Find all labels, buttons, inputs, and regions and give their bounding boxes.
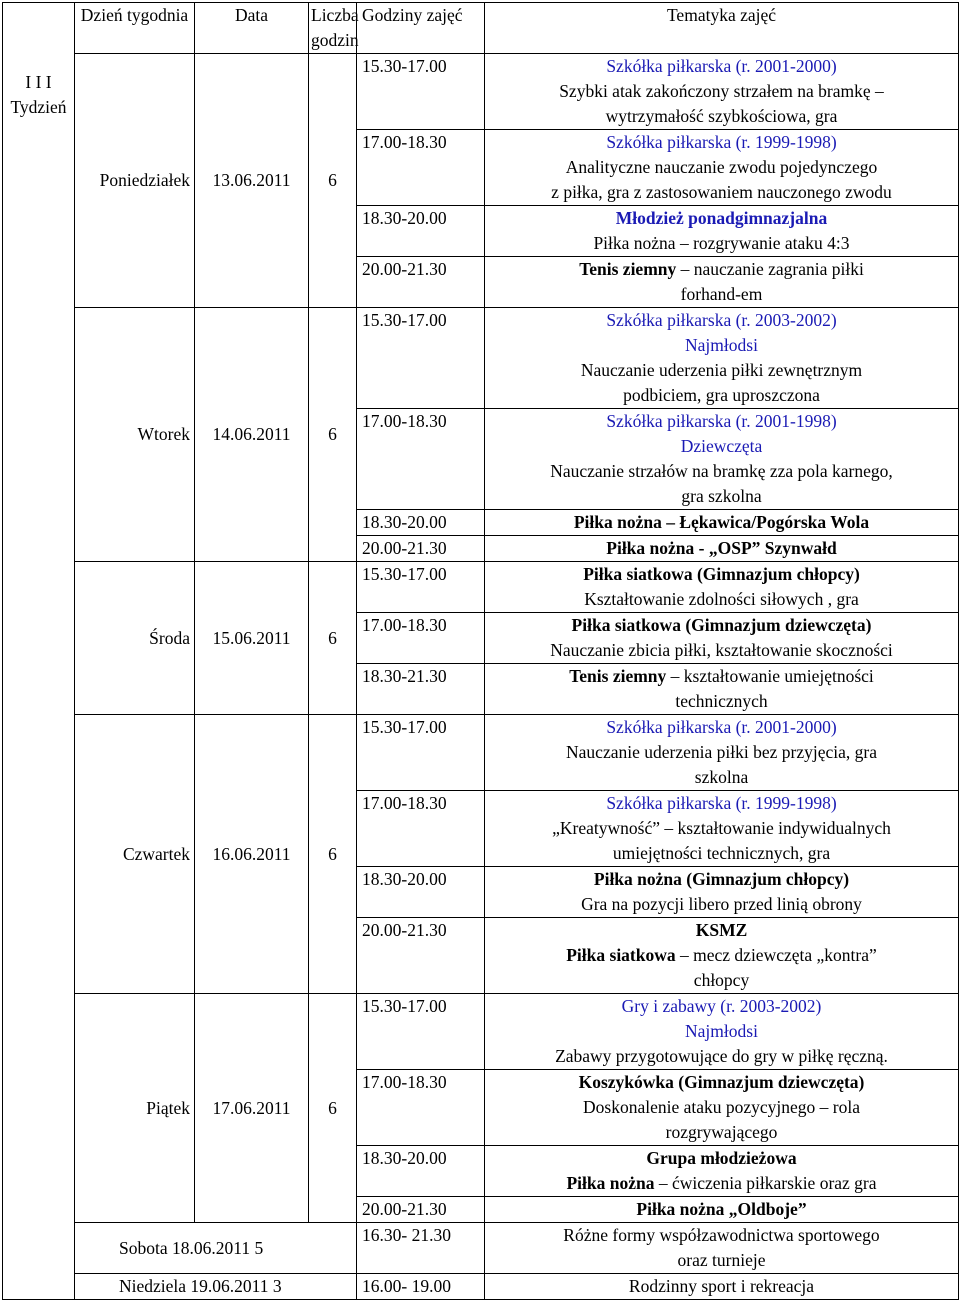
session-topic [485,1146,959,1197]
session-topic [485,510,959,536]
topic-text: Najmłodsi [685,1021,758,1041]
session-topic [485,1223,959,1274]
topic-text: Doskonalenie ataku pozycyjnego – rola [583,1097,860,1117]
topic-line [487,358,956,383]
session-time: 20.00-21.30 [357,536,485,562]
day-name: Czwartek [75,715,195,994]
topic-text: Szkółka piłkarska (r. 2001-2000) [606,56,837,76]
day-date: 18.06.2011 [172,1237,251,1258]
header-hours [309,3,357,54]
day-hours: 6 [309,54,357,308]
topic-line [487,1171,956,1196]
header-row [3,3,959,54]
session-time: 18.30-20.00 [357,510,485,536]
session-time: 15.30-17.00 [357,715,485,791]
session-topic [485,1070,959,1146]
session-row [3,715,959,791]
topic-line [487,892,956,917]
topic-line [487,715,956,740]
day-name: Wtorek [75,308,195,562]
topic-line [487,130,956,155]
topic-line [487,1095,956,1120]
header-hours-line1: Liczba [311,5,359,25]
session-topic [485,994,959,1070]
topic-text: Szybki atak zakończony strzałem na bramkę – [559,81,884,101]
topic-text: gra szkolna [681,486,762,506]
session-topic [485,791,959,867]
header-day: Dzień tygodnia [75,3,195,54]
topic-text: „Kreatywność” – kształtowanie indywidualnych [552,818,891,838]
weekend-row [3,1274,959,1300]
topic-line [487,562,956,587]
day-date: 15.06.2011 [195,562,309,715]
session-time: 20.00-21.30 [357,257,485,308]
topic-text: umiejętności technicznych, gra [612,843,831,863]
header-date: Data [195,3,309,54]
topic-line [487,510,956,535]
topic-line [487,638,956,663]
topic-text: Nauczanie uderzenia piłki zewnętrznym [580,360,863,380]
session-row [3,994,959,1070]
day-hours: 6 [309,994,357,1223]
day-hours: 6 [309,308,357,562]
week-word: Tydzień [10,97,67,117]
topic-line [487,994,956,1019]
session-topic [485,867,959,918]
topic-line [487,1070,956,1095]
topic-line [487,968,956,993]
topic-text: Szkółka piłkarska (r. 1999-1998) [606,132,837,152]
topic-line [487,765,956,790]
session-time: 15.30-17.00 [357,562,485,613]
session-time: 15.30-17.00 [357,994,485,1070]
topic-line [487,484,956,509]
topic-line [487,816,956,841]
topic-line [487,155,956,180]
day-hours: 6 [309,715,357,994]
session-topic [485,918,959,994]
topic-text: Tenis ziemny [569,666,667,686]
topic-text: Dziewczęta [680,436,763,456]
session-time: 16.00- 19.00 [357,1274,485,1300]
session-time: 15.30-17.00 [357,54,485,130]
topic-text: – kształtowanie umiejętności [666,666,874,686]
topic-line [487,434,956,459]
session-time: 17.00-18.30 [357,791,485,867]
day-date: 13.06.2011 [195,54,309,308]
topic-line [487,791,956,816]
topic-text: Koszykówka (Gimnazjum dziewczęta) [578,1072,865,1092]
topic-line [487,333,956,358]
topic-line: oraz turnieje [677,1250,766,1270]
day-date: 16.06.2011 [195,715,309,994]
session-topic [485,1197,959,1223]
topic-line [487,257,956,282]
weekend-day-date-hours [75,1223,357,1274]
schedule-body [3,3,959,1300]
day-name: Poniedziałek [75,54,195,308]
session-topic [485,1274,959,1300]
topic-text: Piłka nożna (Gimnazjum chłopcy) [593,869,850,889]
topic-text: Szkółka piłkarska (r. 1999-1998) [606,793,837,813]
topic-line [487,587,956,612]
session-topic [485,130,959,206]
topic-text: Kształtowanie zdolności siłowych , gra [584,589,859,609]
session-time: 17.00-18.30 [357,613,485,664]
day-date: 19.06.2011 [190,1276,269,1296]
topic-line [487,943,956,968]
topic-text: Gra na pozycji libero przed linią obrony [581,894,862,914]
session-row [3,54,959,130]
day-name: Środa [75,562,195,715]
topic-line [487,459,956,484]
topic-text: Nauczanie strzałów na bramkę zza pola karnego, [550,461,893,481]
session-time: 15.30-17.00 [357,308,485,409]
week-label [3,3,75,1300]
topic-text: szkolna [694,767,749,787]
topic-text: podbiciem, gra uproszczona [623,385,820,405]
topic-line [487,104,956,129]
topic-text: Piłka nożna – Łękawica/Pogórska Wola [573,512,870,532]
day-name: Piątek [75,994,195,1223]
week-number: I I I [25,72,52,92]
topic-line [487,1044,956,1069]
session-topic [485,308,959,409]
topic-text: rozgrywającego [665,1122,778,1142]
session-row [3,308,959,409]
day-hours: 5 [254,1237,264,1258]
day-date: 17.06.2011 [195,994,309,1223]
topic-line [487,536,956,561]
topic-text: Szkółka piłkarska (r. 2001-1998) [606,411,837,431]
topic-text: Analityczne nauczanie zwodu pojedynczego [565,157,878,177]
topic-text: Piłka nożna „Oldboje” [636,1199,807,1219]
session-time: 18.30-21.30 [357,664,485,715]
topic-line [487,841,956,866]
topic-text: Szkółka piłkarska (r. 2001-2000) [606,717,837,737]
topic-text: Piłka siatkowa (Gimnazjum chłopcy) [583,564,860,584]
day-hours: 3 [272,1276,282,1296]
session-time: 17.00-18.30 [357,130,485,206]
topic-line [487,689,956,714]
header-topic: Tematyka zajęć [485,3,959,54]
topic-line [487,180,956,205]
session-topic [485,613,959,664]
topic-line [487,664,956,689]
topic-text: technicznych [675,691,768,711]
topic-line [487,409,956,434]
session-time: 16.30- 21.30 [357,1223,485,1274]
schedule-table [2,2,959,1300]
session-topic [485,257,959,308]
session-time: 17.00-18.30 [357,1070,485,1146]
topic-line [487,740,956,765]
topic-text: Nauczanie uderzenia piłki bez przyjęcia, gra [566,742,877,762]
topic-text: Tenis ziemny [579,259,677,279]
topic-text: Zabawy przygotowujące do gry w piłkę ręczną. [555,1046,888,1066]
session-time: 20.00-21.30 [357,1197,485,1223]
topic-text: Młodzież ponadgimnazjalna [615,208,828,228]
topic-line [487,1146,956,1171]
topic-line [487,231,956,256]
topic-text: Nauczanie zbicia piłki, kształtowanie skoczności [550,640,893,660]
topic-line [487,282,956,307]
session-row [3,562,959,613]
day-name: Sobota [119,1237,168,1258]
topic-text: Najmłodsi [685,335,758,355]
session-time: 18.30-20.00 [357,1146,485,1197]
topic-text: – ćwiczenia piłkarskie oraz gra [654,1173,877,1193]
header-time: Godziny zajęć [357,3,485,54]
topic-line [487,1120,956,1145]
topic-line [487,1197,956,1222]
topic-text: Grupa młodzieżowa [646,1148,797,1168]
topic-text: chłopcy [693,970,750,990]
topic-text: wytrzymałość szybkościowa, gra [605,106,838,126]
topic-text: Piłka siatkowa [566,945,676,965]
topic-text: – nauczanie zagrania piłki [676,259,864,279]
session-topic [485,536,959,562]
session-time: 17.00-18.30 [357,409,485,510]
topic-line [487,1019,956,1044]
session-topic [485,562,959,613]
topic-line [487,867,956,892]
topic-line [487,613,956,638]
topic-text: Piłka nożna [566,1173,655,1193]
topic-line [487,383,956,408]
topic-text: Szkółka piłkarska (r. 2003-2002) [606,310,837,330]
weekend-day-date-hours [75,1274,357,1300]
topic-text: Piłka nożna – rozgrywanie ataku 4:3 [593,233,850,253]
session-topic [485,54,959,130]
topic-line: Rodzinny sport i rekreacja [628,1276,815,1296]
topic-text: Gry i zabawy (r. 2003-2002) [621,996,822,1016]
topic-text: – mecz dziewczęta „kontra” [675,945,877,965]
session-topic [485,409,959,510]
topic-line: Różne formy współzawodnictwa sportowego [563,1225,880,1245]
session-time: 20.00-21.30 [357,918,485,994]
day-name: Niedziela [119,1276,187,1296]
session-topic [485,715,959,791]
topic-text: z piłka, gra z zastosowaniem nauczonego zwodu [551,182,892,202]
topic-line [487,918,956,943]
day-hours: 6 [309,562,357,715]
header-hours-line2: godzin [311,30,359,50]
session-time: 18.30-20.00 [357,206,485,257]
session-time: 18.30-20.00 [357,867,485,918]
weekend-row [3,1223,959,1274]
topic-line [487,54,956,79]
session-topic [485,206,959,257]
session-topic [485,664,959,715]
topic-text: Piłka siatkowa (Gimnazjum dziewczęta) [571,615,872,635]
topic-line [487,79,956,104]
topic-text: Piłka nożna - „OSP” Szynwałd [606,538,837,558]
topic-text: forhand-em [680,284,763,304]
topic-text: KSMZ [695,920,748,940]
day-date: 14.06.2011 [195,308,309,562]
topic-line [487,308,956,333]
topic-line [487,206,956,231]
